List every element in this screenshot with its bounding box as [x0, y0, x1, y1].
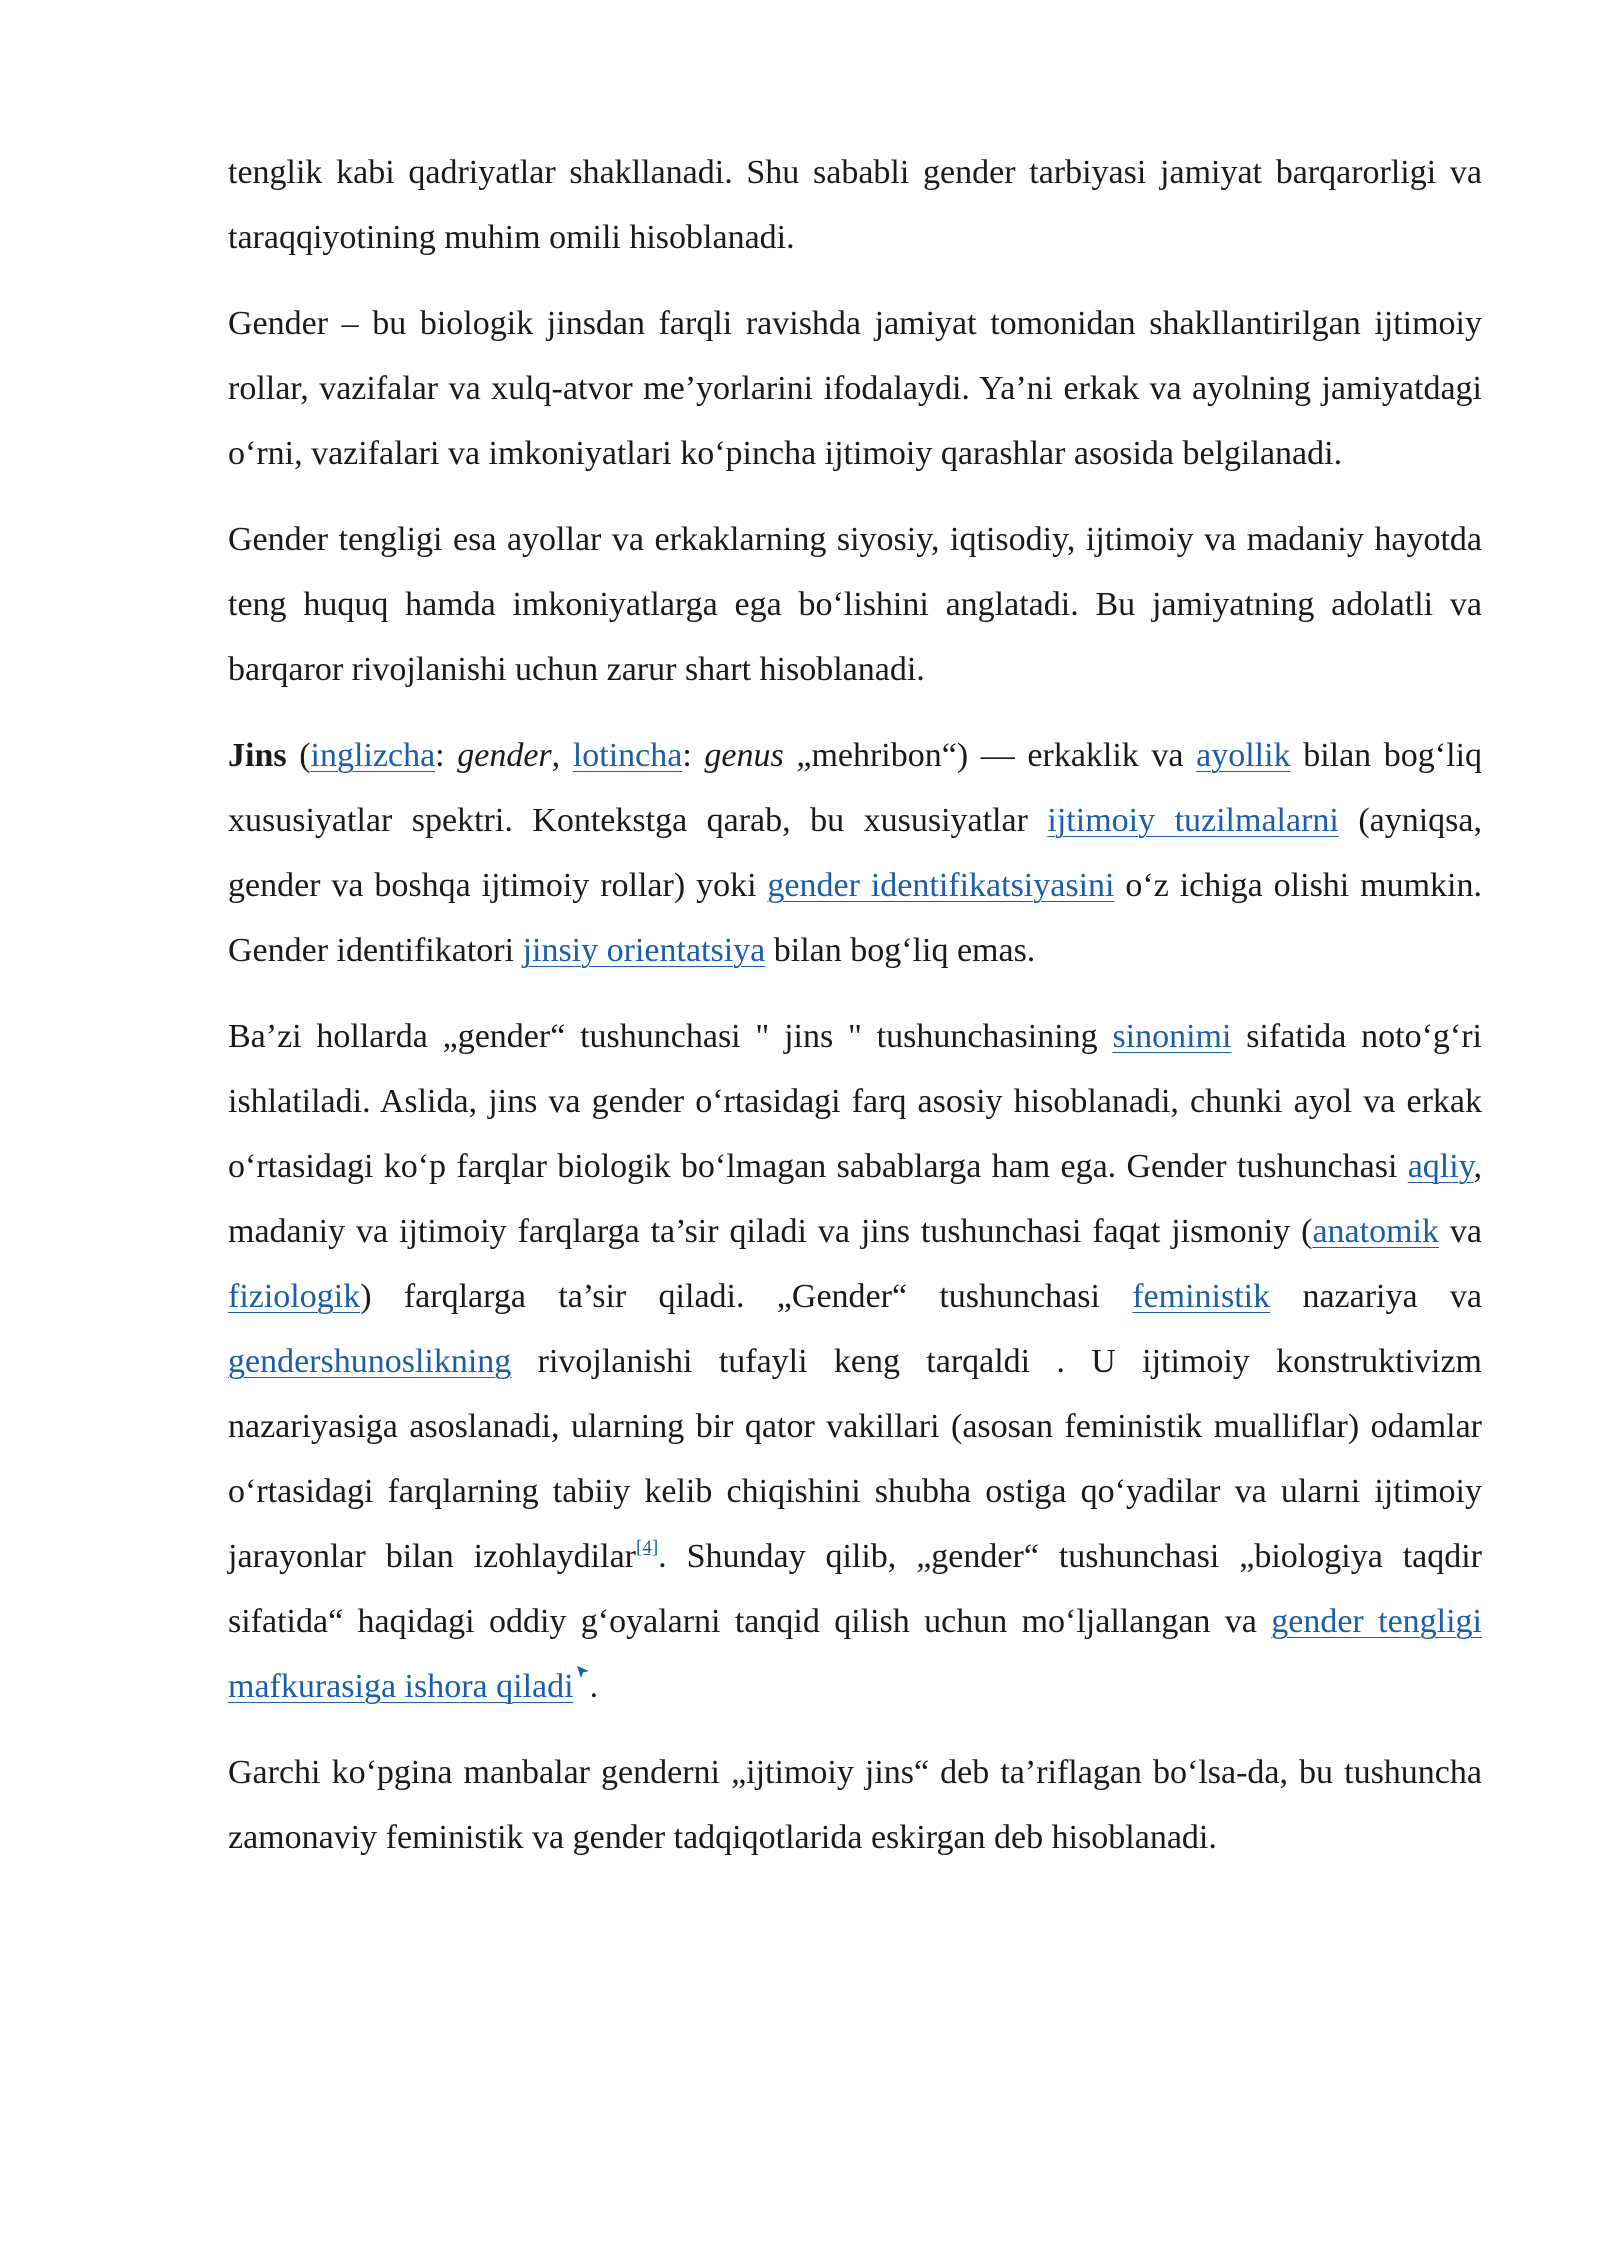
- italic-term: genus: [704, 737, 784, 774]
- paragraph-5: [228, 1004, 1482, 1719]
- text-run: , madaniy va ijtimoiy farqlarga ta’sir qiladi va jins tushunchasi faqat jismoniy (: [228, 1148, 1482, 1250]
- text-run: ,: [551, 737, 573, 774]
- link-text: jinsiy orientatsiya: [522, 932, 766, 969]
- text-run: Garchi ko‘pgina manbalar genderni „ijtimoiy jins“ deb ta’riflagan bo‘lsa-da, bu tushuncha zamonaviy feministik va gender tadqiqotlarida eskirgan deb hisoblanadi.: [228, 1754, 1482, 1856]
- link-text: inglizcha: [310, 737, 436, 774]
- text-run: nazariya va: [1270, 1278, 1482, 1315]
- link-text: gendershunoslikning: [228, 1343, 512, 1380]
- link-sinonimi[interactable]: [1112, 1018, 1231, 1055]
- text-run: o‘z ichiga olishi mumkin. Gender identifikatori: [228, 867, 1482, 969]
- link-text: anatomik: [1312, 1213, 1439, 1250]
- italic-term: gender: [457, 737, 552, 774]
- text-run: sifatida noto‘g‘ri ishlatiladi. Aslida, jins va gender o‘rtasidagi farq asosiy hisoblanadi, chunki ayol va erkak o‘rtasidagi ko‘p farqlar biologik bo‘lmagan sabablarga ham ega. Gender tushunchasi: [228, 1018, 1482, 1185]
- text-run: .: [589, 1668, 599, 1705]
- text-run: Gender – bu biologik jinsdan farqli ravishda jamiyat tomonidan shakllantirilgan ijtimoiy rollar, vazifalar va xulq-atvor me’yorlarini ifodalaydi. Ya’ni erkak va ayolning jamiyatdagi o‘rni, vazifalari va imkoniyatlari ko‘pincha ijtimoiy qarashlar asosida belgilanadi.: [228, 305, 1482, 472]
- text-run: (: [286, 737, 311, 774]
- text-run: Ba’zi hollarda „gender“ tushunchasi " jins " tushunchasining: [228, 1018, 1113, 1055]
- document-page: [228, 140, 1482, 1891]
- text-run: bilan bog‘liq xususiyatlar spektri. Kontekstga qarab, bu xususiyatlar: [228, 737, 1483, 839]
- link-text: aqliy: [1407, 1148, 1474, 1185]
- link-jinsiy-orientatsiya[interactable]: [523, 932, 766, 969]
- text-run: ) farqlarga ta’sir qiladi. „Gender“ tushunchasi: [360, 1278, 1133, 1315]
- link-lotincha[interactable]: [573, 737, 683, 774]
- link-aqliy[interactable]: [1408, 1148, 1474, 1185]
- link-ayollik[interactable]: [1196, 737, 1290, 774]
- paragraph-6: [228, 1740, 1482, 1870]
- text-run: . Shunday qilib, „gender“ tushunchasi „biologiya taqdir sifatida“ haqidagi oddiy g‘oyalarni tanqid qilish uchun mo‘ljallangan va: [228, 1538, 1482, 1640]
- link-text: lotincha: [572, 737, 683, 774]
- link-gender-identifikatsiyasini[interactable]: [767, 867, 1114, 904]
- text-run: rivojlanishi tufayli keng tarqaldi . U ijtimoiy konstruktivizm nazariyasiga asoslanadi, ularning bir qator vakillari (asosan feministik mualliflar) odamlar o‘rtasidagi farqlarning tabiiy kelib chiqishini shubha ostiga qo‘yadilar va ularni ijtimoiy jarayonlar bilan izohlaydilar: [228, 1343, 1482, 1575]
- text-run: :: [435, 737, 458, 774]
- paragraph-2: [228, 291, 1482, 486]
- footnote-reference[interactable]: [4]: [636, 1537, 659, 1558]
- link-anatomik[interactable]: [1312, 1213, 1439, 1250]
- paragraph-3: [228, 507, 1482, 702]
- link-feministik[interactable]: [1132, 1278, 1270, 1315]
- arrow-pointer-icon: [576, 1665, 590, 1679]
- text-run: „mehribon“) — erkaklik va: [783, 737, 1197, 774]
- paragraph-4: [228, 723, 1482, 983]
- text-run: tenglik kabi qadriyatlar shakllanadi. Shu sababli gender tarbiyasi jamiyat barqarorligi va taraqqiyotining muhim omili hisoblanadi.: [228, 154, 1482, 256]
- link-text: feministik: [1132, 1278, 1271, 1315]
- link-fiziologik[interactable]: [228, 1278, 360, 1315]
- link-text: sinonimi: [1112, 1018, 1232, 1055]
- link-text: ijtimoiy tuzilmalarni: [1047, 802, 1339, 839]
- link-text: gender tengligi mafkurasiga ishora qiladi: [228, 1603, 1482, 1705]
- link-ijtimoiy-tuzilmalarni[interactable]: [1047, 802, 1338, 839]
- link-gendershunoslikning[interactable]: [228, 1343, 511, 1380]
- text-run: bilan bog‘liq emas.: [765, 932, 1036, 969]
- text-run: (ayniqsa, gender va boshqa ijtimoiy rollar) yoki: [228, 802, 1483, 904]
- link-text: fiziologik: [228, 1278, 361, 1315]
- bold-term: Jins: [228, 737, 287, 774]
- paragraph-1: [228, 140, 1482, 270]
- link-inglizcha[interactable]: [311, 737, 436, 774]
- text-run: :: [682, 737, 705, 774]
- link-text: ayollik: [1196, 737, 1291, 774]
- link-text: gender identifikatsiyasini: [767, 867, 1115, 904]
- text-run: va: [1438, 1213, 1482, 1250]
- text-run: Gender tengligi esa ayollar va erkaklarning siyosiy, iqtisodiy, ijtimoiy va madaniy hayotda teng huquq hamda imkoniyatlarga ega bo‘lishini anglatadi. Bu jamiyatning adolatli va barqaror rivojlanishi uchun zarur shart hisoblanadi.: [228, 521, 1482, 688]
